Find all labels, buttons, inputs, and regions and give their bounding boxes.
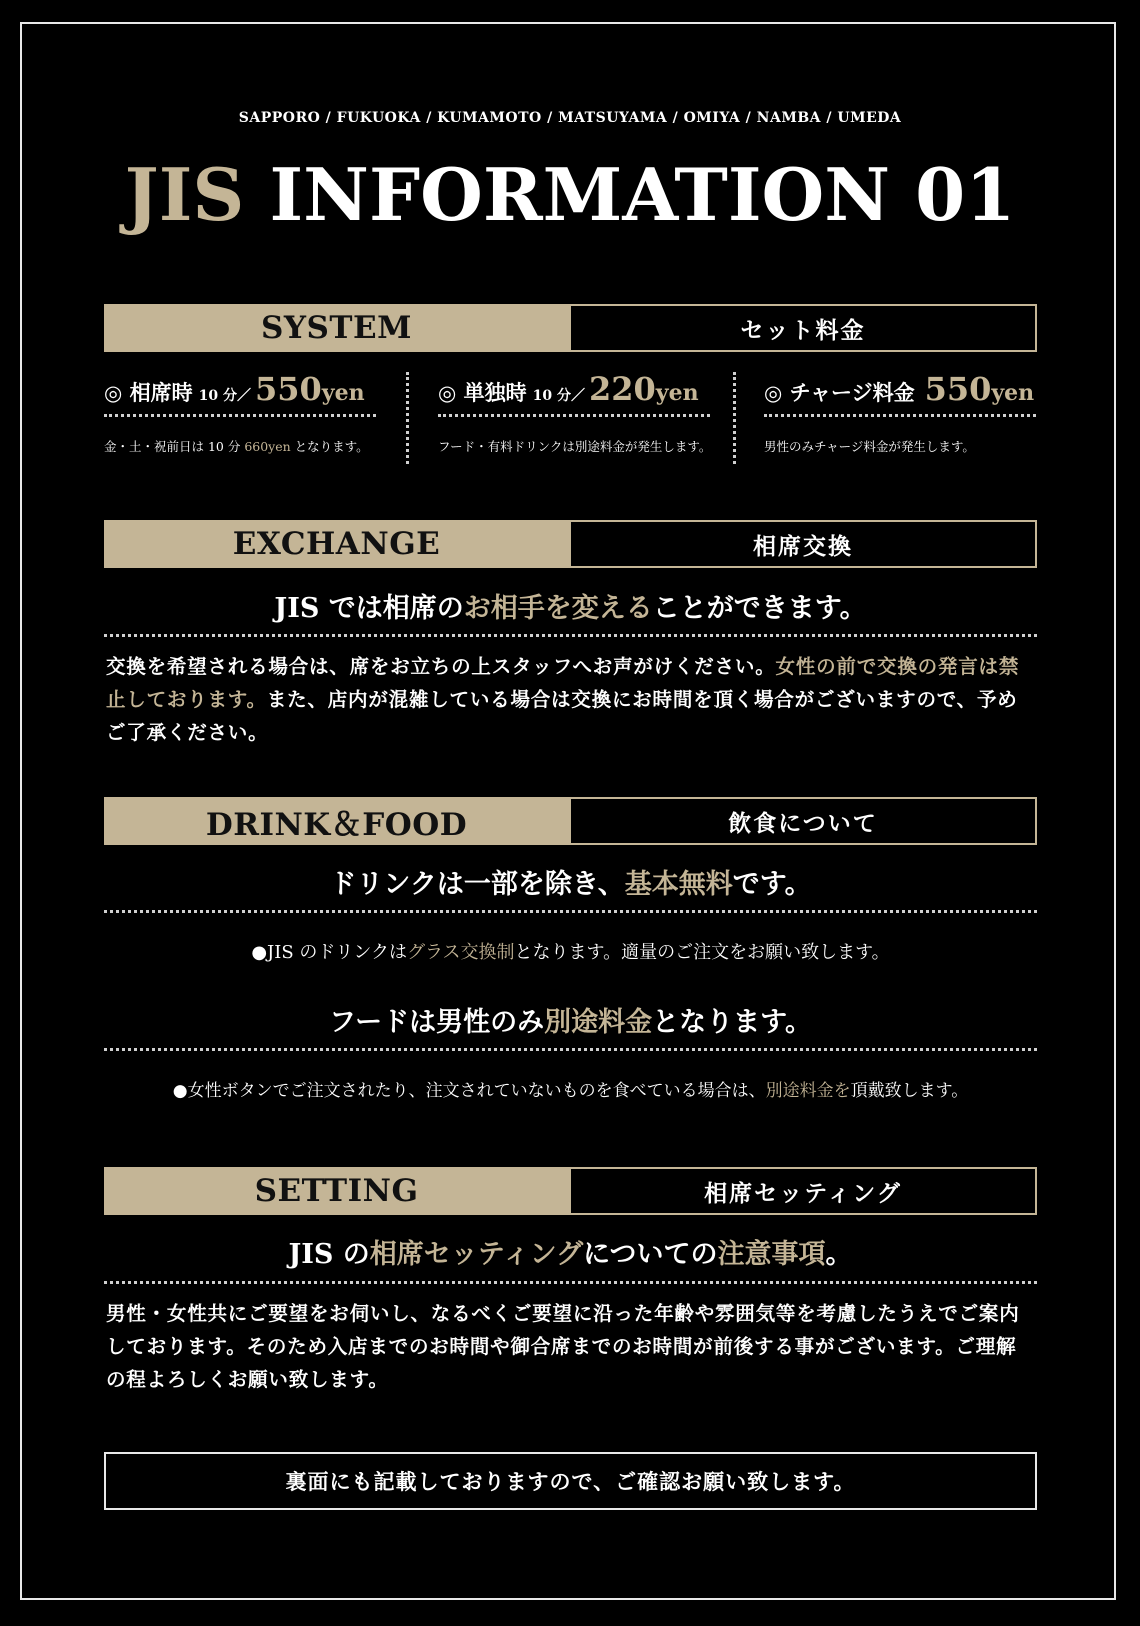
dotted-divider xyxy=(104,910,1037,913)
note-highlight: 660yen xyxy=(244,439,291,454)
setting-header xyxy=(104,1167,1037,1215)
price-item-solo xyxy=(438,370,710,455)
lead-text-mid: についての xyxy=(583,1239,718,1270)
lead-highlight: 基本無料 xyxy=(624,869,733,900)
price-note: 男性のみチャージ料金が発生します。 xyxy=(764,439,975,454)
body-text-end: また、店内が混雑している場合は交換にお時間を頂く場合がございますので、予めご了承ください。 xyxy=(106,688,1018,744)
exchange-header xyxy=(104,520,1037,568)
note-text: ●JIS のドリンクは xyxy=(251,942,408,963)
price-item-shared-seat xyxy=(104,370,376,455)
price-label: ◎ 単独時 xyxy=(438,380,527,405)
setting-body: 男性・女性共にご要望をお伺いし、なるべくご要望に沿った年齢や雰囲気等を考慮したうえでご案内しております。そのため入店までのお時間や御合席までのお時間が前後する事がございます。ご理解の程よろしくお願い致します。 xyxy=(106,1302,1020,1391)
body-highlight: 女性の前で交換の発言は禁止しております。 xyxy=(106,655,1020,711)
note-text: 金・土・祝前日は 10 分 xyxy=(104,439,245,454)
price-label: ◎ チャージ料金 xyxy=(764,380,915,405)
drink-note xyxy=(104,938,1037,964)
lead-text: JIS の xyxy=(288,1239,370,1270)
lead-text: フードは男性のみ xyxy=(328,1007,545,1038)
price-unit: yen xyxy=(321,380,365,406)
dotted-divider xyxy=(764,414,1036,417)
price-per: 10 分／ xyxy=(198,388,251,404)
drink-food-title-ja: 飲食について xyxy=(569,797,1037,845)
setting-lead xyxy=(104,1232,1037,1271)
lead-highlight: 相席セッティング xyxy=(369,1239,584,1270)
note-text-end: となります。 xyxy=(290,439,369,454)
dotted-divider xyxy=(104,414,376,417)
price-unit: yen xyxy=(991,380,1035,406)
column-separator xyxy=(406,372,409,464)
system-title-en: SYSTEM xyxy=(104,304,569,352)
lead-text: ドリンクは一部を除き、 xyxy=(329,869,625,900)
dotted-divider xyxy=(438,414,710,417)
price-value: 220 xyxy=(589,370,656,408)
city-list: SAPPORO / FUKUOKA / KUMAMOTO / MATSUYAMA / OMIYA / NAMBA / UMEDA xyxy=(238,110,902,126)
drink-food-header xyxy=(104,797,1037,845)
setting-title-ja: 相席セッティング xyxy=(569,1167,1037,1215)
lead-text-end: となります。 xyxy=(652,1007,813,1038)
lead-text-end: です。 xyxy=(732,869,812,900)
note-text-end: 頂戴致します。 xyxy=(850,1081,969,1101)
note-text-end: となります。適量のご注文をお願い致します。 xyxy=(514,942,890,963)
price-unit: yen xyxy=(655,380,699,406)
lead-highlight: お相手を変える xyxy=(463,593,653,624)
dotted-divider xyxy=(104,1048,1037,1051)
food-note xyxy=(104,1076,1037,1101)
exchange-title-ja: 相席交換 xyxy=(569,520,1037,568)
exchange-lead xyxy=(104,586,1037,625)
note-text: ●女性ボタンでご注文されたり、注文されていないものを食べている場合は、 xyxy=(172,1081,766,1101)
column-separator xyxy=(733,372,736,464)
lead-text: JIS では相席の xyxy=(274,593,464,624)
lead-highlight: 別途料金 xyxy=(544,1007,653,1038)
price-note: フード・有料ドリンクは別途料金が発生します。 xyxy=(438,439,712,454)
price-value: 550 xyxy=(924,370,992,408)
dotted-divider xyxy=(104,1281,1037,1284)
note-highlight: グラス交換制 xyxy=(407,942,515,963)
price-item-charge xyxy=(764,370,1036,455)
food-lead xyxy=(104,1000,1037,1039)
drink-lead xyxy=(104,862,1037,901)
footer-notice: 裏面にも記載しておりますので、ご確認お願い致します。 xyxy=(104,1452,1037,1510)
price-value: 550 xyxy=(255,370,322,408)
price-label: ◎ 相席時 xyxy=(104,380,193,405)
title-jis: JIS xyxy=(124,152,245,237)
note-highlight: 別途料金を xyxy=(765,1081,851,1101)
page-title xyxy=(0,150,1140,240)
setting-title-en: SETTING xyxy=(104,1167,569,1215)
price-note xyxy=(104,437,376,455)
dotted-divider xyxy=(104,634,1037,637)
title-rest: INFORMATION 01 xyxy=(269,152,1016,237)
lead-highlight-2: 注意事項 xyxy=(717,1239,826,1270)
drink-food-title-en: DRINK＆FOOD xyxy=(104,797,569,845)
body-text: 交換を希望される場合は、席をお立ちの上スタッフへお声がけください。 xyxy=(106,655,776,678)
exchange-title-en: EXCHANGE xyxy=(104,520,569,568)
system-title-ja: セット料金 xyxy=(569,304,1037,352)
lead-text-end: 。 xyxy=(825,1239,853,1270)
exchange-body xyxy=(106,650,1036,749)
system-header xyxy=(104,304,1037,352)
lead-text-end: ことができます。 xyxy=(652,593,867,624)
price-per: 10 分／ xyxy=(532,388,585,404)
